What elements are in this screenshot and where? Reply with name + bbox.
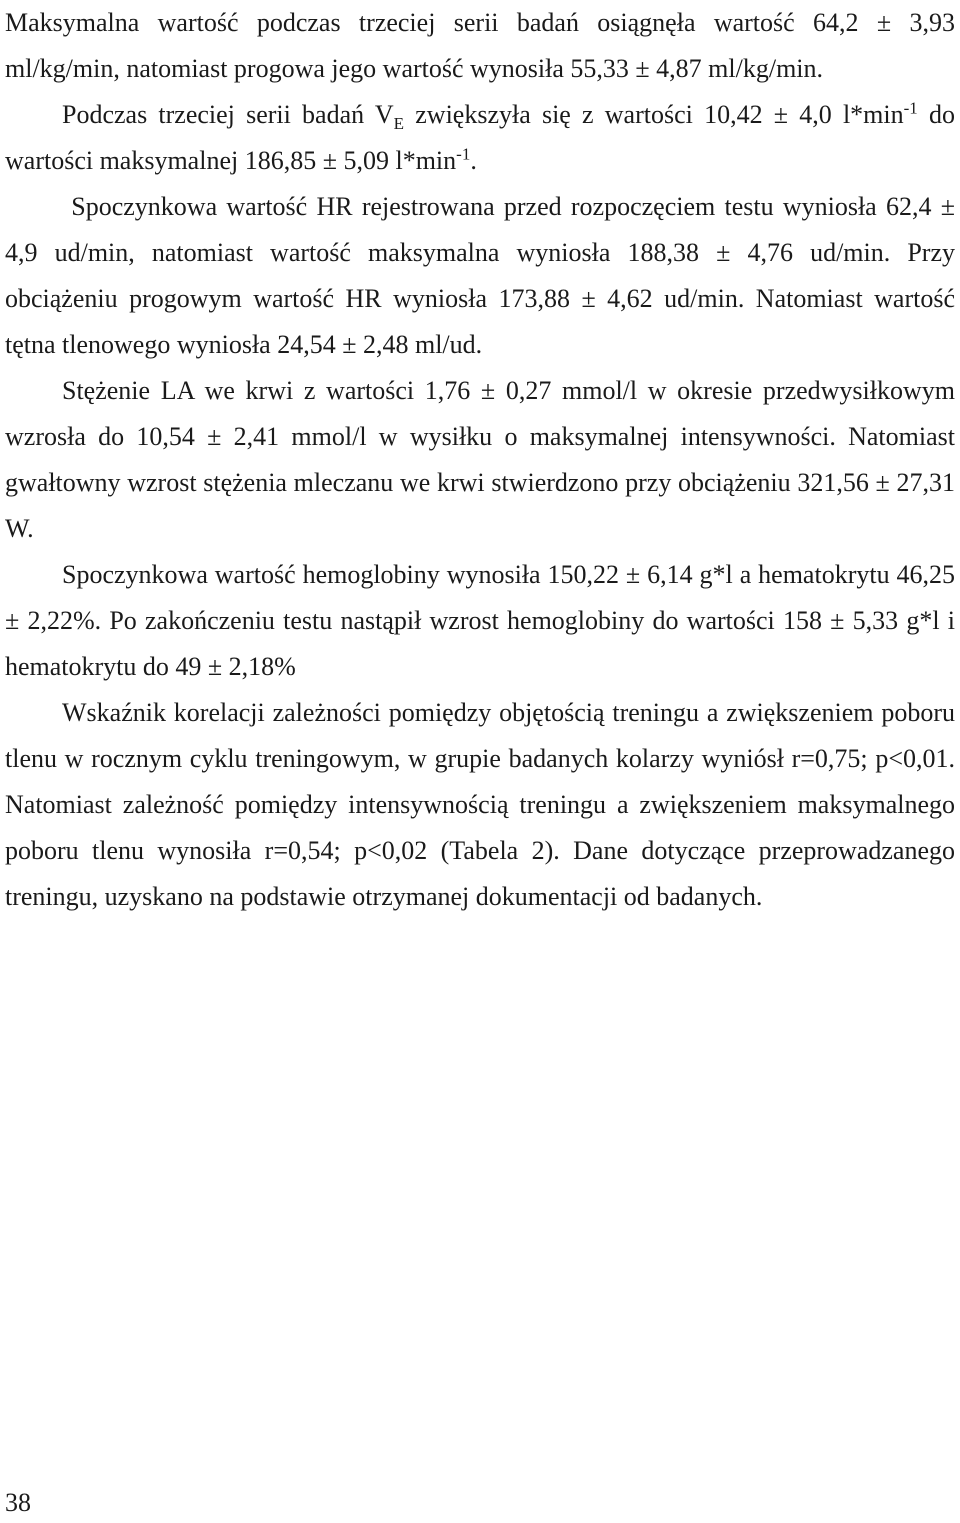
ventilation-text-3: do wartości maksymalnej 186,85 ± 5,09 l*min: [5, 100, 955, 175]
ventilation-text-4: .: [470, 146, 477, 175]
paragraph-ventilation-hr: [5, 92, 955, 368]
ventilation-text-2: zwiększyła się z wartości 10,42 ± 4,0 l*min: [404, 100, 904, 129]
document-page: [5, 0, 955, 920]
paragraph-hemoglobin: Spoczynkowa wartość hemoglobiny wynosiła 150,22 ± 6,14 g*l a hematokrytu 46,25 ± 2,22%. Po zakończeniu testu nastąpił wzrost hemoglobiny do wartości 158 ± 5,33 g*l i hematokrytu do 49 ± 2,18%: [5, 560, 955, 681]
ventilation-text-1: Podczas trzeciej serii badań V: [62, 100, 394, 129]
paragraph-vo2max-third-series: Maksymalna wartość podczas trzeciej serii badań osiągnęła wartość 64,2 ± 3,93 ml/kg/min, natomiast progowa jego wartość wynosiła 55,33 ± 4,87 ml/kg/min.: [5, 8, 955, 83]
ventilation-subscript: E: [393, 114, 405, 134]
paragraph-correlation: Wskaźnik korelacji zależności pomiędzy objętością treningu a zwiększeniem poboru tlenu w rocznym cyklu treningowym, w grupie badanych kolarzy wyniósł r=0,75; p<0,01. Natomiast zależność pomiędzy intensywnością treningu a zwiększeniem maksymalnego poboru tlenu wynosiła r=0,54; p<0,02 (Tabela 2). Dane dotyczące przeprowadzanego treningu, uzyskano na podstawie otrzymanej dokumentacji od badanych.: [5, 698, 955, 911]
unit-superscript-1: -1: [903, 98, 918, 118]
unit-superscript-2: -1: [456, 144, 471, 164]
page-number: 38: [5, 1488, 31, 1517]
paragraph-lactate: Stężenie LA we krwi z wartości 1,76 ± 0,27 mmol/l w okresie przedwysiłkowym wzrosła do 10,54 ± 2,41 mmol/l w wysiłku o maksymalnej intensywności. Natomiast gwałtowny wzrost stężenia mleczanu we krwi stwierdzono przy obciążeniu 321,56 ± 27,31 W.: [5, 376, 955, 543]
hr-text: Spoczynkowa wartość HR rejestrowana przed rozpoczęciem testu wyniosła 62,4 ± 4,9 ud/min, natomiast wartość maksymalna wyniosła 188,38 ± 4,76 ud/min. Przy obciążeniu progowym wartość HR wyniosła 173,88 ± 4,62 ud/min. Natomiast wartość tętna tlenowego wyniosła 24,54 ± 2,48 ml/ud.: [5, 192, 955, 359]
